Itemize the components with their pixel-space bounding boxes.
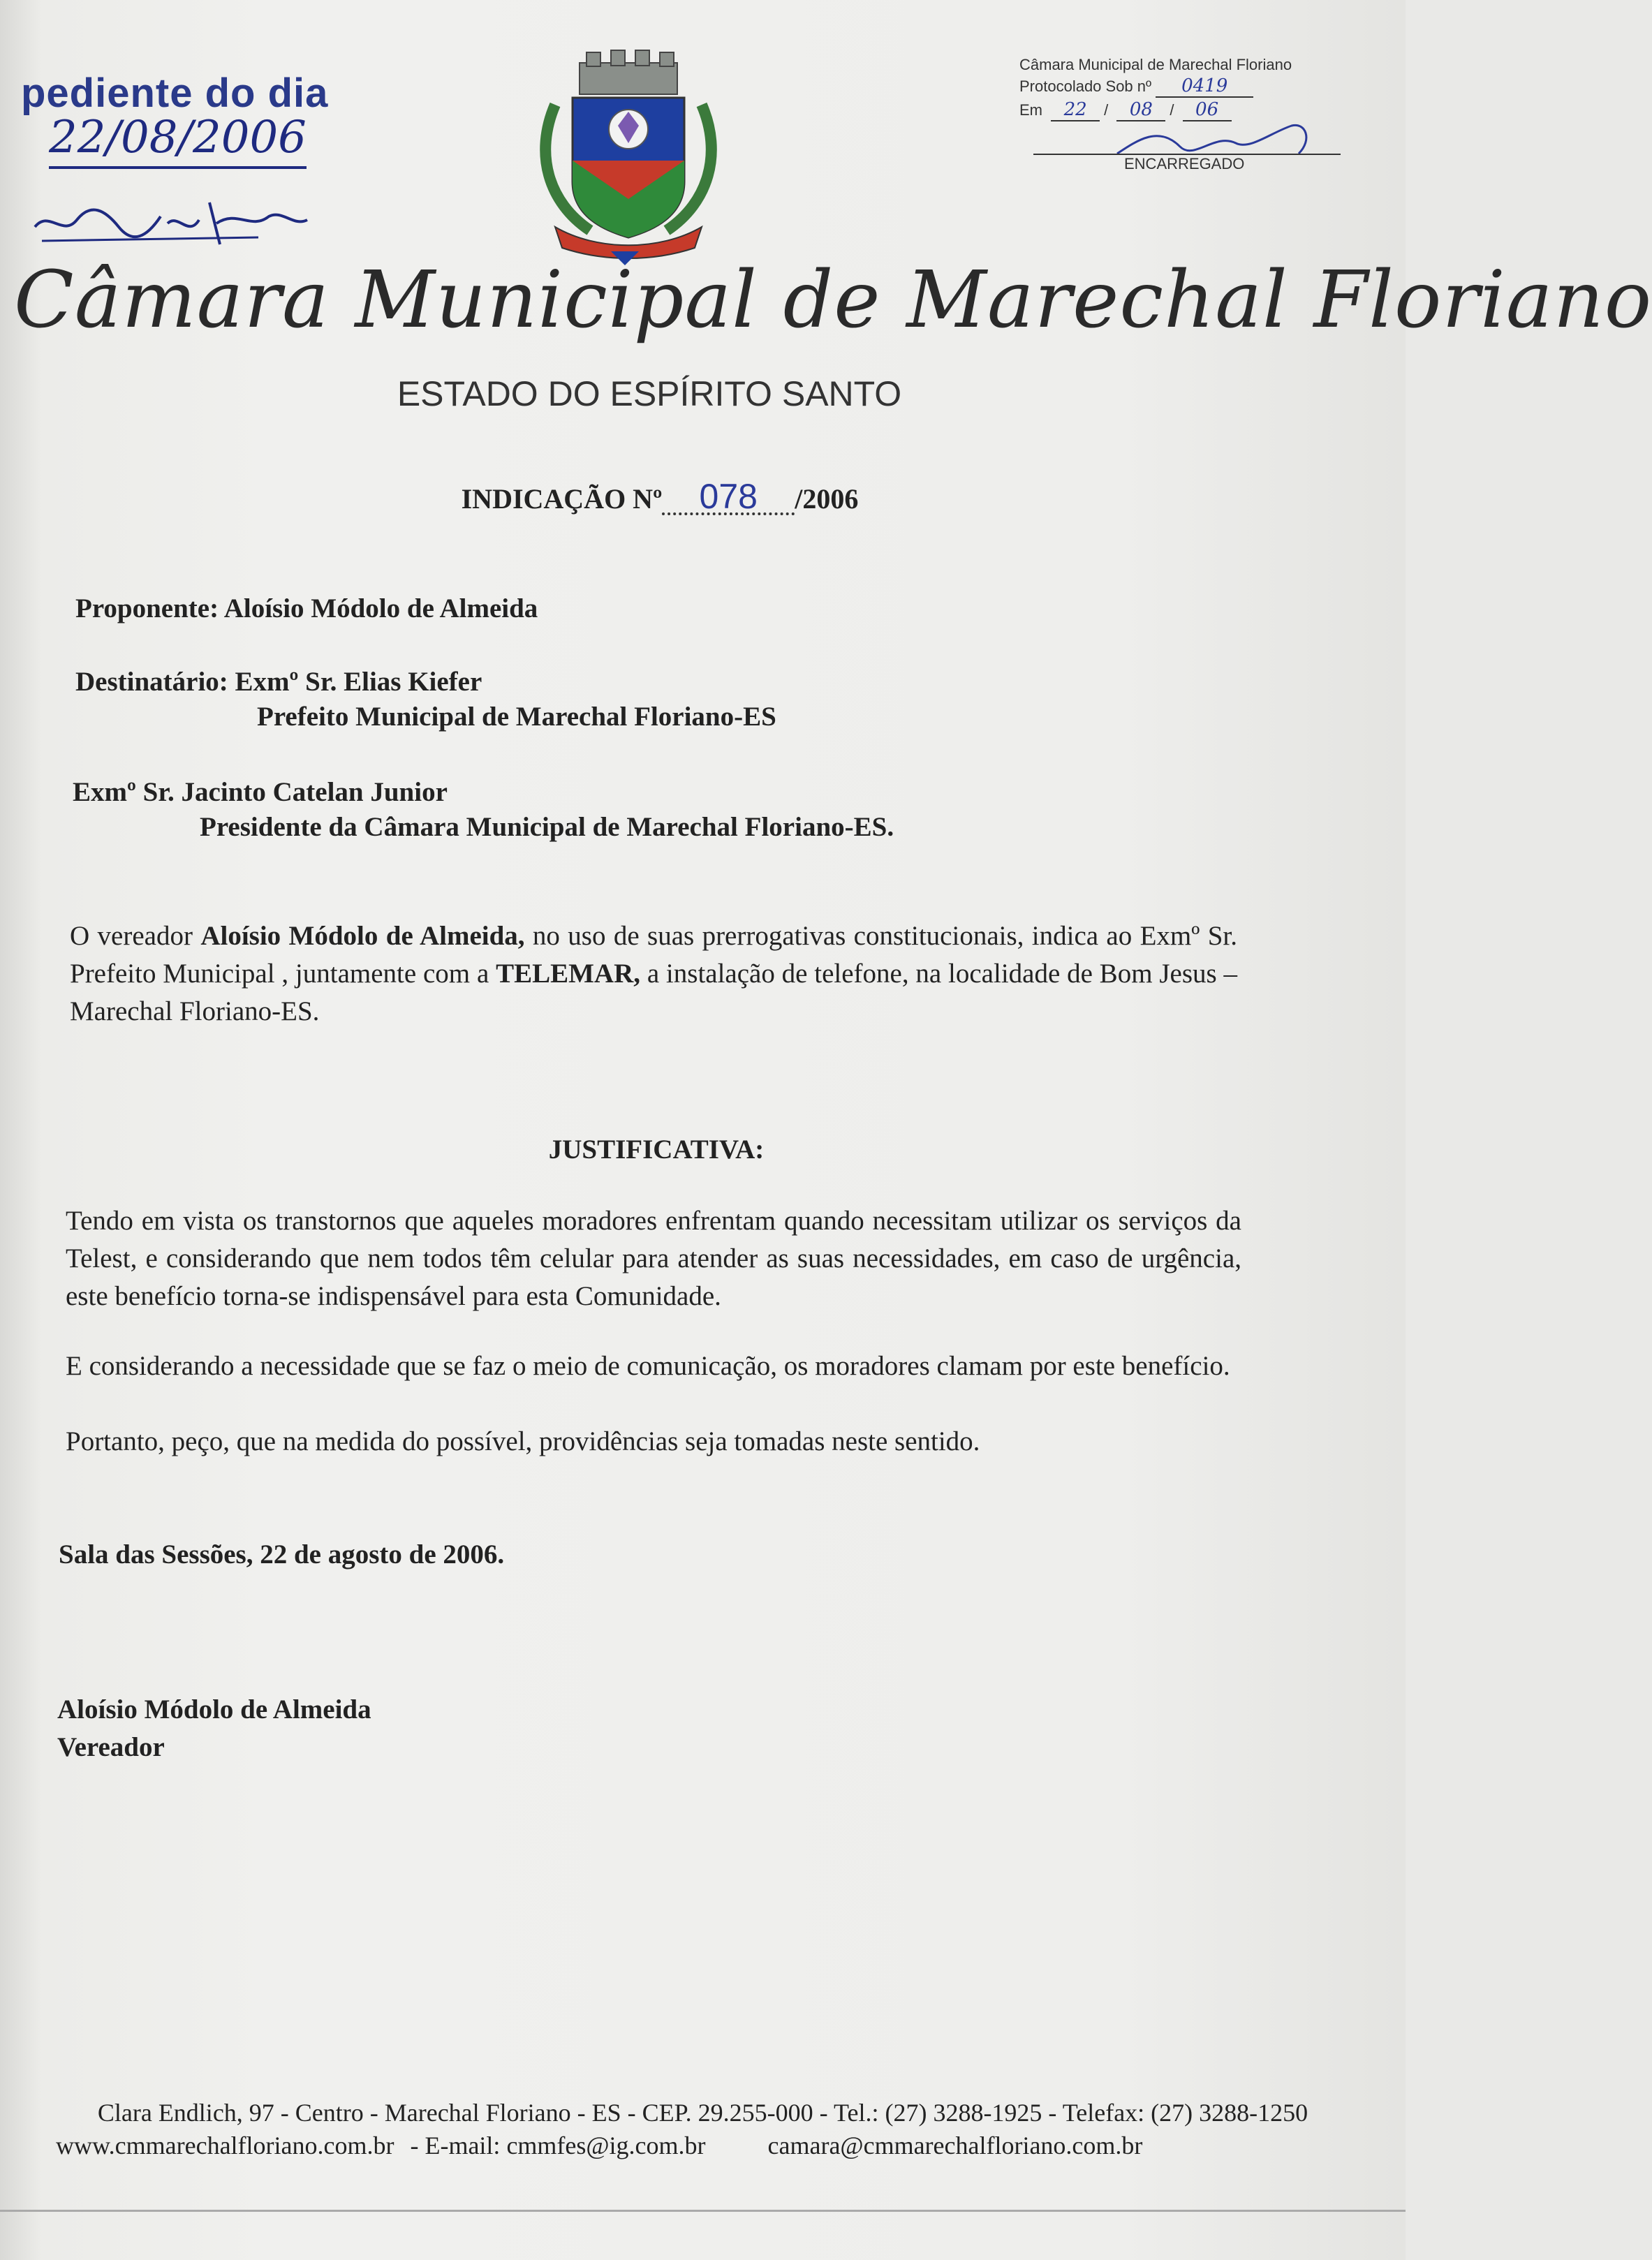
footer-contacts: [56, 2131, 1243, 2160]
protocol-number: 0419: [1156, 75, 1253, 98]
protocol-month: 08: [1116, 99, 1165, 121]
protocol-label: Protocolado Sob nº: [1019, 77, 1152, 95]
indicacao-prefix: INDICAÇÃO Nº: [461, 483, 663, 515]
body-text-mid: no uso de suas prerrogativas constitucionais, indica ao Exmº Sr. Prefeito Municipal , juntamente com a: [70, 921, 1238, 989]
handwritten-signature-icon: [28, 189, 335, 251]
place-date: Sala das Sessões, 22 de agosto de 2006.: [59, 1539, 505, 1570]
protocol-date-row: Em 22 / 08 / 06: [1019, 99, 1236, 121]
justificativa-heading: JUSTIFICATIVA:: [548, 1135, 765, 1165]
protocol-number-row: [1019, 75, 1253, 98]
protocol-stamp: [1019, 56, 1369, 182]
body-councilor-name: Aloísio Módolo de Almeida,: [200, 921, 525, 951]
signer-role: Vereador: [57, 1732, 165, 1762]
proponente-line: [75, 590, 538, 628]
letterhead-title: Câmara Municipal de Marechal Floriano: [14, 255, 1652, 346]
footer-address: Clara Endlich, 97 - Centro - Marechal Floriano - ES - CEP. 29.255-000 - Tel.: (27) 3288-1925 - Telefax: (27) 3288-1250: [97, 2099, 1308, 2127]
encarregado-label: ENCARREGADO: [1124, 155, 1245, 172]
coat-of-arms-icon: [527, 49, 730, 265]
footer-divider: [0, 2210, 1406, 2212]
indicacao-number: 078: [662, 480, 795, 515]
destinatario-label: Destinatário:: [75, 667, 228, 697]
receipt-stamp: [21, 70, 342, 251]
protocol-day: 22: [1051, 99, 1100, 121]
body-company: TELEMAR,: [496, 959, 641, 989]
footer-email: - E-mail: cmmfes@ig.com.br: [410, 2132, 706, 2159]
body-text-start: O vereador: [70, 921, 201, 951]
stamp-date: 22/08/2006: [49, 112, 307, 169]
destinatario-name: Exmº Sr. Elias Kiefer: [235, 667, 482, 697]
footer-email-2: camara@cmmarechalfloriano.com.br: [767, 2132, 1143, 2159]
copia-name: Exmº Sr. Jacinto Catelan Junior: [73, 777, 448, 807]
justificativa-paragraph-3: Portanto, peço, que na medida do possível, providências seja tomadas neste sentido.: [66, 1426, 980, 1456]
footer-website: www.cmmarechalfloriano.com.br: [56, 2132, 394, 2159]
justificativa-paragraph-1: Tendo em vista os transtornos que aqueles moradores enfrentam quando necessitam utilizar os serviços da Telest, e considerando que nem todos têm celular para atender as suas necessidades, em caso de urgência, este benefício torna-se indispensável para esta Comunidade.: [66, 1206, 1241, 1311]
proponente-name: Aloísio Módolo de Almeida: [223, 593, 538, 623]
body-text-end: a instalação de telefone, na localidade de Bom Jesus –Marechal Floriano-ES.: [70, 959, 1237, 1026]
destinatario-role: Prefeito Municipal de Marechal Floriano-ES: [257, 702, 776, 732]
protocol-date-label: Em: [1019, 101, 1042, 119]
indicacao-heading: [0, 477, 1320, 516]
indicacao-suffix: /2006: [795, 483, 859, 515]
justificativa-paragraph-2: E considerando a necessidade que se faz o meio de comunicação, os moradores clamam por este benefício.: [66, 1351, 1230, 1381]
letterhead-subtitle: ESTADO DO ESPÍRITO SANTO: [397, 374, 902, 413]
copia-role: Presidente da Câmara Municipal de Marechal Floriano-ES.: [200, 812, 894, 842]
protocol-stamp-title: Câmara Municipal de Marechal Floriano: [1019, 56, 1292, 73]
body-paragraph: [70, 917, 1237, 1031]
protocol-year: 06: [1183, 99, 1232, 121]
signer-name: Aloísio Módolo de Almeida: [57, 1694, 371, 1724]
destinatario-line: [75, 663, 482, 701]
proponente-label: Proponente:: [75, 593, 219, 623]
stamp-heading: pediente do dia: [21, 71, 329, 116]
